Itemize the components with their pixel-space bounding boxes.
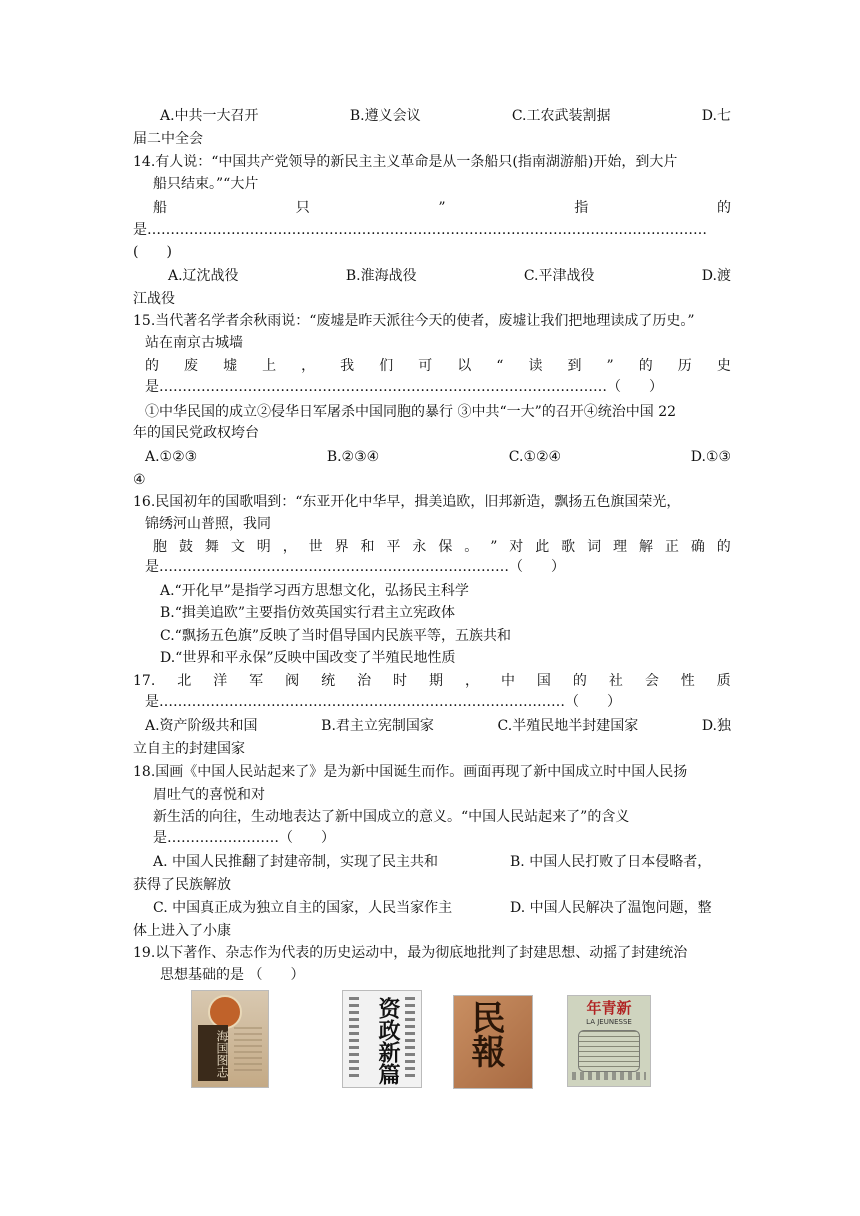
q18-line-4: 是……………………（ ） [153, 830, 335, 846]
q13-option-a: A.中共一大召开 [160, 108, 259, 124]
q16-word: 世 [308, 539, 323, 555]
q14-line-2: 船只结束。”“大片 [153, 176, 259, 192]
q14-options [168, 266, 731, 286]
q16-word: 文 [230, 539, 245, 555]
q13-option-b: B.遵义会议 [349, 108, 421, 124]
q17-option-a: A.资产阶级共和国 [145, 718, 258, 734]
q15-word: 废 [184, 358, 199, 374]
q17-word: 洋 [213, 673, 228, 689]
q17-word: 统 [321, 673, 336, 689]
cover-text-block [349, 997, 359, 1079]
cover-title: 资政新篇 [375, 997, 401, 1085]
q15-word: 历 [677, 358, 692, 374]
q15-word: 上 [262, 358, 277, 374]
q15-option-d-wrap: ④ [133, 472, 146, 488]
q16-word: 确 [690, 539, 705, 555]
q15-option-b: B.②③④ [326, 449, 380, 465]
q15-word: “ [496, 358, 504, 374]
cover-portrait-frame [578, 1030, 640, 1072]
q16-word: 。 [464, 539, 479, 555]
q16-word: 对 [509, 539, 524, 555]
q17-word: 阀 [285, 673, 300, 689]
q15-line-1: 15.当代著名学者余秋雨说：“废墟是昨天派往今天的使者，废墟让我们把地理读成了历史。” [133, 313, 695, 329]
q16-word: 正 [664, 539, 679, 555]
q17-word: 社 [608, 673, 623, 689]
q16-word: 此 [535, 539, 550, 555]
q15-options [145, 447, 731, 467]
q17-options [145, 716, 731, 736]
cover-title: 民報 [465, 1000, 505, 1068]
q14-line-4-dots: ………………………………………………………………………………………………………… [147, 222, 707, 238]
q14-answer-bracket: ( ) [133, 244, 172, 260]
q15-option-a: A.①②③ [145, 449, 198, 465]
q15-word: ” [606, 358, 614, 374]
minbao-cover-image [453, 995, 533, 1089]
q18-option-c: C. 中国真正成为独立自主的国家，人民当家作主 [153, 900, 453, 916]
q19-line-2: 思想基础的是 （ ） [160, 967, 305, 983]
q18-option-d-wrap: 体上进入了小康 [133, 923, 231, 939]
q13-option-d: D.七 [701, 108, 731, 124]
cover-text-block [234, 1027, 262, 1075]
q16-word: 明 [256, 539, 271, 555]
q15-line-6: 年的国民党政权垮台 [133, 425, 259, 441]
q13-option-d-wrap: 届二中全会 [133, 131, 203, 147]
xin-qingnian-cover-image [567, 995, 651, 1087]
q16-word: 的 [716, 539, 731, 555]
q15-word: 的 [145, 358, 159, 374]
q16-option-b: B.“揖美追欧”主要指仿效英国实行君主立宪政体 [160, 605, 456, 621]
q18-option-b: B. 中国人民打败了日本侵略者， [510, 854, 712, 870]
q15-word: 墟 [223, 358, 238, 374]
q18-line-2: 眉吐气的喜悦和对 [153, 787, 265, 803]
q15-word: 们 [379, 358, 394, 374]
q14-line-3 [153, 198, 731, 218]
q14-word: 的 [716, 200, 731, 216]
q15-word: 的 [638, 358, 653, 374]
q14-option-d: D.渡 [701, 268, 731, 284]
q16-line-2: 锦绣河山普照，我同 [145, 516, 271, 532]
q16-word: 歌 [561, 539, 576, 555]
q17-word: 17. [133, 673, 156, 689]
q17-word: 北 [177, 673, 192, 689]
q14-option-b: B.淮海战役 [345, 268, 417, 284]
q15-line-3 [145, 356, 731, 376]
cover-subtitle: LA JEUNESSE [586, 1018, 632, 1026]
q16-word: 理 [613, 539, 628, 555]
q17-word: 期 [429, 673, 444, 689]
q17-option-c: C.半殖民地半封建国家 [497, 718, 639, 734]
q18-option-b-wrap: 获得了民族解放 [133, 877, 231, 893]
q15-word: 史 [716, 358, 731, 374]
q15-word: 到 [567, 358, 582, 374]
q15-option-c: C.①②④ [508, 449, 562, 465]
q17-word: 国 [536, 673, 551, 689]
q17-line-2: 是……………………………………………………………………………（ ） [145, 694, 621, 710]
q15-option-d: D.①③ [690, 449, 731, 465]
cover-title: 海国图志 [198, 1025, 228, 1081]
q17-option-d: D.独 [701, 718, 731, 734]
cover-title: 年青新 [586, 999, 632, 1017]
q19-line-1: 19.以下著作、杂志作为代表的历史运动中，最为彻底地批判了封建思想、动摇了封建统治 [133, 945, 688, 961]
q16-word: 保 [438, 539, 453, 555]
q14-line-4-prefix: 是 [133, 222, 147, 238]
q15-line-5: ①中华民国的成立②侵华日军屠杀中国同胞的暴行 ③中共“一大”的召开④统治中国 22 [145, 404, 677, 420]
q16-option-c: C.“飘扬五色旗”反映了当时倡导国内民族平等，五族共和 [160, 628, 511, 644]
q18-option-d: D. 中国人民解决了温饱问题，整 [510, 900, 712, 916]
q16-word: 和 [360, 539, 375, 555]
q14-line-1: 14.有人说：“中国共产党领导的新民主主义革命是从一条船只(指南湖游船)开始，到大片 [133, 154, 678, 170]
q14-word: 指 [574, 200, 589, 216]
q17-word: 质 [716, 673, 731, 689]
haiguo-tuzhi-cover-image [191, 990, 269, 1088]
q18-line-1: 18.国画《中国人民站起来了》是为新中国诞生而作。画面再现了新中国成立时中国人民扬 [133, 764, 688, 780]
q17-word: 性 [680, 673, 695, 689]
q16-word: ” [490, 539, 498, 555]
q16-word: 胞 [153, 539, 167, 555]
q17-word: ， [464, 673, 479, 689]
q17-option-b: B.君主立宪制国家 [321, 718, 434, 734]
q18-line-3: 新生活的向往，生动地表达了新中国成立的意义。“中国人民站起来了”的含义 [153, 809, 630, 825]
cover-text-block [572, 1072, 646, 1080]
q17-line-1 [133, 671, 731, 691]
q16-word: 平 [386, 539, 401, 555]
q17-word: 军 [249, 673, 264, 689]
q13-options [160, 106, 731, 126]
q16-word: 舞 [204, 539, 219, 555]
zizheng-xinpian-cover-image [342, 990, 422, 1088]
q16-line-1: 16.民国初年的国歌唱到：“东亚开化中华早，揖美追欧，旧邦新造，飘扬五色旗国荣光， [133, 494, 681, 510]
q16-word: ， [282, 539, 297, 555]
q16-word: 鼓 [178, 539, 193, 555]
q17-word: 时 [393, 673, 408, 689]
cover-text-block [405, 997, 415, 1079]
q15-word: 我 [340, 358, 355, 374]
q15-word: 以 [457, 358, 472, 374]
q16-option-a: A.“开化早”是指学习西方思想文化，弘扬民主科学 [160, 583, 469, 599]
q15-word: ， [301, 358, 316, 374]
q16-line-3 [153, 537, 731, 557]
q14-word: ” [438, 200, 446, 216]
q15-line-2: 站在南京古城墙 [145, 335, 243, 351]
q17-option-d-wrap: 立自主的封建国家 [133, 741, 245, 757]
q18-option-a: A. 中国人民推翻了封建帝制，实现了民主共和 [153, 854, 439, 870]
q14-word: 船 [153, 200, 167, 216]
q17-word: 中 [500, 673, 515, 689]
q14-option-d-wrap: 江战役 [133, 291, 175, 307]
q16-word: 解 [638, 539, 653, 555]
q17-word: 会 [644, 673, 659, 689]
q13-option-c: C.工农武装割据 [511, 108, 611, 124]
q14-option-c: C.平津战役 [523, 268, 595, 284]
q16-word: 界 [334, 539, 349, 555]
q16-line-4: 是…………………………………………………………………（ ） [145, 559, 565, 575]
q16-option-d: D.“世界和平永保”反映中国改变了半殖民地性质 [160, 650, 456, 666]
q16-word: 永 [412, 539, 427, 555]
q15-word: 可 [418, 358, 433, 374]
emblem-icon [208, 995, 242, 1029]
q15-line-4: 是……………………………………………………………………………………（ ） [145, 379, 663, 395]
q16-word: 词 [587, 539, 602, 555]
q17-word: 治 [357, 673, 372, 689]
q14-option-a: A.辽沈战役 [168, 268, 239, 284]
q14-word: 只 [295, 200, 310, 216]
q15-word: 读 [528, 358, 543, 374]
q17-word: 的 [572, 673, 587, 689]
